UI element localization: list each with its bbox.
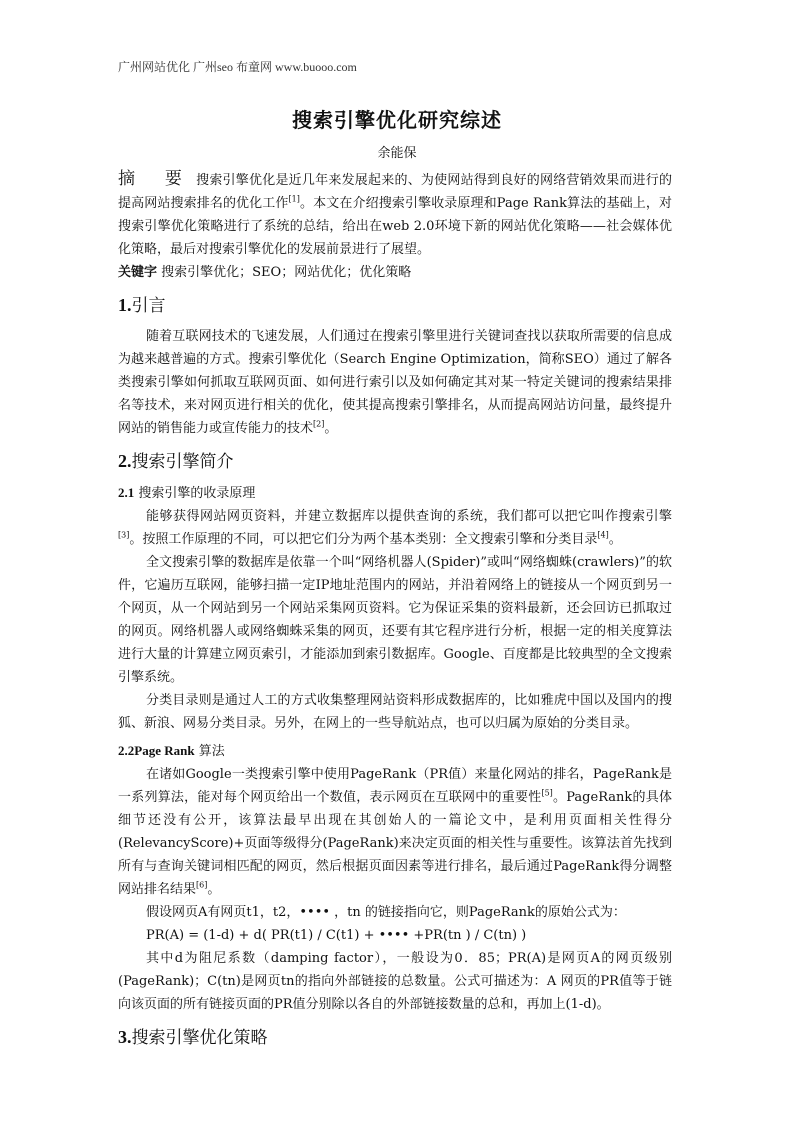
section-2-2-paragraph-3: 其中d为阻尼系数（damping factor），一般设为0．85；PR(A)是网页A的网页级别(PageRank)；C(tn)是网页tn的指向外部链接的总数量。公式可描述为：A 网页的PR值等于链向该页面的所有链接页面的PR值分别除以各自的外部链接数量的总和，再加上(1-d)。 <box>118 951 672 1012</box>
section-2-heading: 2.搜索引擎简介 <box>118 451 234 472</box>
section-2-2-paragraph-1: 在诸如Google一类搜索引擎中使用PageRank（PR值）来量化网站的排名，PageRank是一系列算法，能对每个网页给出一个数值，表示网页在互联网中的重要性[5]。PageRank的具体细节还没有公开，该算法最早出现在其创始人的一篇论文中，是利用页面相关性得分(RelevancyScore)+页面等级得分(PageRank)来决定页面的相关性与重要性。该算法首先找到所有与查询关键词相匹配的网页，然后根据页面因素等进行排名，最后通过PageRank得分调整网站排名结果[6]。 <box>118 767 672 897</box>
keywords <box>118 261 672 284</box>
abstract-text: 搜索引擎优化是近几年来发展起来的、为使网站得到良好的网络营销效果而进行的提高网站搜索排名的优化工作 <box>118 173 672 211</box>
section-1-heading: 1.引言 <box>118 295 166 316</box>
section-2-1-paragraph-1: 能够获得网站网页资料，并建立数据库以提供查询的系统，我们都可以把它叫作搜索引擎[3]。按照工作原理的不同，可以把它们分为两个基本类别：全文搜索引擎和分类目录[4]。 <box>118 509 672 547</box>
paper-author: 余能保 <box>377 146 417 161</box>
paper-title: 搜索引擎优化研究综述 <box>292 108 502 132</box>
section-2-2-paragraph-2: 假设网页A有网页t1，t2，•••• ，tn 的链接指向它，则PageRank的原始公式为： <box>146 905 626 920</box>
section-1-paragraph: 随着互联网技术的飞速发展，人们通过在搜索引擎里进行关键词查找以获取所需要的信息成为越来越普遍的方式。搜索引擎优化（Search Engine Optimization，简称SEO）通过了解各类搜索引擎如何抓取互联网页面、如何进行索引以及如何确定其对某一特定关键词的搜索结果排名等技术，来对网页进行相关的优化，使其提高搜索引擎排名，从而提高网站访问量，最终提升网站的销售能力或宣传能力的技术[2]。 <box>118 329 672 436</box>
keywords-text: 搜索引擎优化；SEO；网站优化；优化策略 <box>161 265 412 280</box>
abstract <box>118 168 672 261</box>
section-2-2-heading: 2.2Page Rank 算法 <box>118 743 225 759</box>
abstract-ref: [1] <box>288 194 300 204</box>
abstract-label: 摘 要 <box>118 169 195 189</box>
section-2-1-paragraph-2: 全文搜索引擎的数据库是依靠一个叫“网络机器人(Spider)”或叫“网络蜘蛛(crawlers)”的软件，它遍历互联网，能够扫描一定IP地址范围内的网站，并沿着网络上的链接从一个网页到另一个网页，从一个网站到另一个网站采集网页资料。它为保证采集的资料最新，还会回访已抓取过的网页。网络机器人或网络蜘蛛采集的网页，还要有其它程序进行分析，根据一定的相关度算法进行大量的计算建立网页索引，才能添加到索引数据库。Google、百度都是比较典型的全文搜索引擎系统。 <box>118 555 672 685</box>
section-2-1-heading: 2.1 搜索引擎的收录原理 <box>118 485 256 501</box>
abstract-text-2: 。本文在介绍搜索引擎收录原理和Page Rank算法的基础上，对搜索引擎优化策略进行了系统的总结，给出在web 2.0环境下新的网站优化策略——社会媒体优化策略，最后对搜索引擎优化的发展前景进行了展望。 <box>118 196 672 257</box>
paper-body <box>118 168 672 1057</box>
keywords-label: 关键字 <box>118 265 158 280</box>
pagerank-formula: PR(A) = (1-d) + d( PR(t1) / C(t1) + •••• +PR(tn ) / C(tn) ) <box>146 928 527 943</box>
section-3-heading: 3.搜索引擎优化策略 <box>118 1027 268 1048</box>
section-2-1-paragraph-3: 分类目录则是通过人工的方式收集整理网站资料形成数据库的，比如雅虎中国以及国内的搜狐、新浪、网易分类目录。另外，在网上的一些导航站点，也可以归属为原始的分类目录。 <box>118 693 672 731</box>
page-header: 广州网站优化 广州seo 布童网 www.buooo.com <box>118 60 357 74</box>
